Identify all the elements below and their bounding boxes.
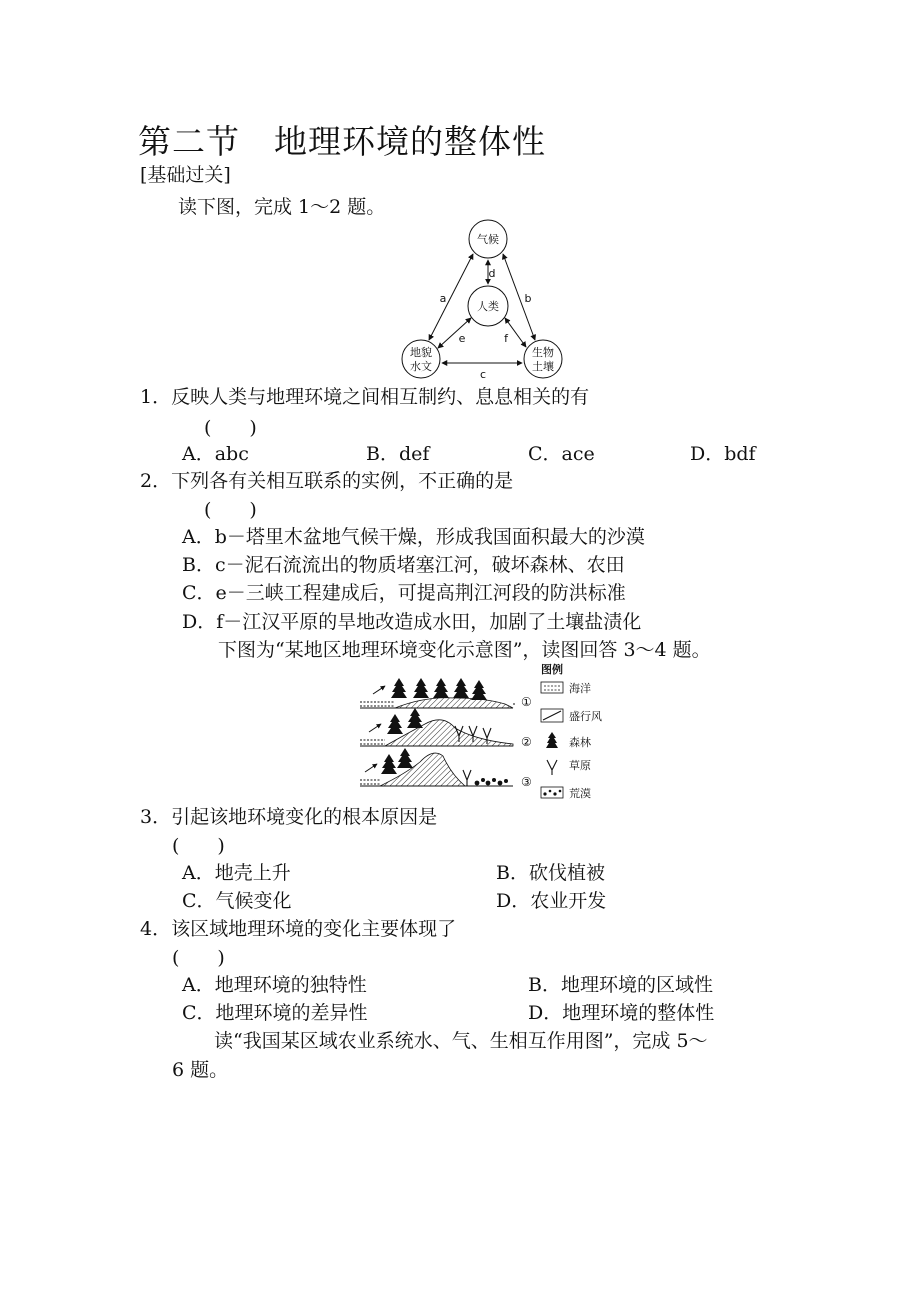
forest-symbol (546, 732, 558, 748)
q1-option-c: C．ace (528, 443, 595, 465)
scene-row-2 (360, 708, 532, 749)
edge-e (438, 318, 471, 348)
legend-grassland: 草原 (569, 759, 591, 772)
q2-option-c: C．e－三峡工程建成后，可提高荆江河段的防洪标准 (182, 582, 626, 604)
edge-label-e: e (458, 332, 466, 345)
node-left-label-1: 地貌 (410, 346, 432, 359)
q1-option-a: A．abc (182, 443, 249, 465)
q3-option-d: D．农业开发 (496, 890, 607, 912)
section-tag: [基础过关] (140, 164, 231, 186)
legend-ocean: 海洋 (569, 682, 591, 695)
edge-label-a: a (439, 292, 447, 305)
q1-answer-paren: ( ) (204, 417, 257, 439)
q1-option-d: D．bdf (690, 443, 756, 465)
environment-change-diagram (355, 662, 615, 802)
row-label-2: ② (521, 735, 532, 749)
q2-option-b: B．c－泥石流流出的物质堵塞江河，破坏森林、农田 (182, 554, 625, 576)
intro-text-3-line-1: 读“我国某区域农业系统水、气、生相互作用图”，完成 5～ (214, 1030, 708, 1052)
section-title: 地理环境的整体性 (274, 122, 546, 161)
relation-diagram (395, 218, 575, 383)
q3-stem: 3．引起该地环境变化的根本原因是 (140, 806, 438, 828)
q3-option-c: C．气候变化 (182, 890, 292, 912)
legend-forest: 森林 (569, 736, 591, 749)
q4-option-c: C．地理环境的差异性 (182, 1002, 368, 1024)
row-label-3: ③ (521, 775, 532, 789)
legend-wind: 盛行风 (569, 710, 602, 723)
intro-text-3-line-2: 6 题。 (172, 1059, 229, 1081)
scene-row-1 (360, 678, 532, 709)
scene-row-3 (360, 748, 532, 789)
ocean-symbol (541, 682, 563, 693)
node-top-label: 气候 (477, 233, 499, 246)
grassland-symbol (547, 760, 557, 775)
q4-answer-paren: ( ) (172, 947, 225, 969)
legend-desert: 荒漠 (569, 787, 591, 800)
edge-label-b: b (524, 292, 532, 305)
q3-option-b: B．砍伐植被 (496, 862, 605, 884)
edge-label-f: f (504, 332, 508, 345)
page-title (138, 116, 546, 163)
node-left-label-2: 水文 (410, 360, 432, 373)
edge-label-c: c (479, 368, 487, 381)
diagram-legend (541, 662, 602, 800)
q4-option-d: D．地理环境的整体性 (528, 1002, 715, 1024)
q3-option-a: A．地壳上升 (182, 862, 291, 884)
legend-title: 图例 (541, 663, 563, 676)
q1-option-b: B．def (366, 443, 430, 465)
q4-option-b: B．地理环境的区域性 (528, 974, 713, 996)
intro-text-2: 下图为“某地区地理环境变化示意图”，读图回答 3～4 题。 (218, 639, 711, 661)
q1-stem: 1．反映人类与地理环境之间相互制约、息息相关的有 (140, 386, 590, 408)
q4-stem: 4．该区域地理环境的变化主要体现了 (140, 918, 457, 940)
edge-a (429, 254, 473, 340)
q4-option-a: A．地理环境的独特性 (182, 974, 367, 996)
q2-option-a: A．b－塔里木盆地气候干燥，形成我国面积最大的沙漠 (182, 526, 645, 548)
q3-answer-paren: ( ) (172, 835, 225, 857)
q2-option-d: D．f－江汉平原的旱地改造成水田，加剧了土壤盐渍化 (182, 611, 642, 633)
edge-f (505, 318, 526, 347)
section-number: 第二节 (138, 122, 240, 161)
edge-label-d: d (488, 267, 496, 280)
intro-text-1: 读下图，完成 1～2 题。 (178, 196, 386, 218)
row-label-1: ① (521, 695, 532, 709)
q2-answer-paren: ( ) (204, 499, 257, 521)
desert-symbol (541, 787, 563, 798)
node-center-label: 人类 (477, 300, 499, 313)
node-right-label-2: 土壤 (532, 360, 554, 373)
q2-stem: 2．下列各有关相互联系的实例，不正确的是 (140, 470, 514, 492)
node-right-label-1: 生物 (532, 346, 554, 359)
